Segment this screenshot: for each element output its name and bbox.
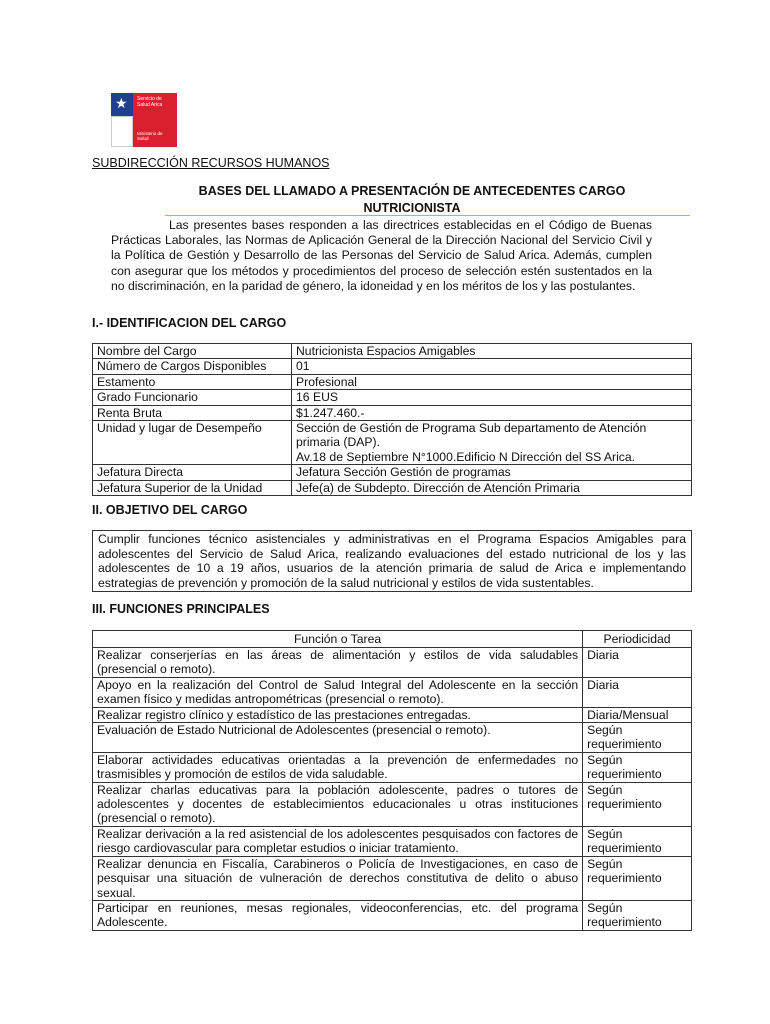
task-cell: Realizar denuncia en Fiscalía, Carabineros o Policía de Investigaciones, en caso de pesquisar una situación de vulneración de derechos constitutiva de delito o abuso sexual. — [93, 856, 583, 900]
title-line-1: BASES DEL LLAMADO A PRESENTACIÓN DE ANTECEDENTES CARGO — [198, 184, 626, 198]
table-header-row — [93, 631, 692, 648]
table-row — [93, 752, 692, 782]
task-cell: Evaluación de Estado Nutricional de Adolescentes (presencial o remoto). — [93, 723, 583, 753]
row-label: Jefatura Directa — [93, 465, 292, 480]
table-row — [93, 826, 692, 856]
table-row — [93, 782, 692, 826]
frequency-cell: Diaria — [583, 677, 692, 707]
task-cell: Apoyo en la realización del Control de Salud Integral del Adolescente en la sección examen físico y medidas antropométricas (presencial o remoto). — [93, 677, 583, 707]
row-label: Jefatura Superior de la Unidad — [93, 480, 292, 495]
row-label: Unidad y lugar de Desempeño — [93, 421, 292, 465]
row-value-line: Av.18 de Septiembre N°1000.Edificio N Dirección del SS Arica. — [296, 449, 636, 464]
identification-table — [92, 343, 692, 496]
column-header-task: Función o Tarea — [93, 631, 583, 648]
ministry-logo — [111, 93, 177, 147]
section3-heading: III. FUNCIONES PRINCIPALES — [92, 602, 270, 616]
column-header-frequency: Periodicidad — [583, 631, 692, 648]
logo-text-ministry: Ministerio de Salud — [137, 131, 163, 141]
frequency-cell: Diaria — [583, 648, 692, 678]
table-row — [93, 480, 692, 495]
subdirection-heading: SUBDIRECCIÓN RECURSOS HUMANOS — [92, 156, 330, 170]
task-cell: Realizar derivación a la red asistencial de los adolescentes pesquisados con factores de riesgo cardiovascular para completar estudios o iniciar tratamiento. — [93, 826, 583, 856]
section1-heading: I.- IDENTIFICACION DEL CARGO — [92, 316, 287, 330]
row-value — [292, 421, 692, 465]
frequency-cell: Según requerimiento — [583, 782, 692, 826]
frequency-cell: Según requerimiento — [583, 900, 692, 930]
table-row — [93, 856, 692, 900]
table-row — [93, 707, 692, 722]
task-cell: Elaborar actividades educativas orientadas a la prevención de enfermedades no trasmisibles y promoción de estilos de vida saludable. — [93, 752, 583, 782]
title-line-2: NUTRICIONISTA — [363, 201, 461, 215]
row-value: Profesional — [292, 374, 692, 389]
row-label: Número de Cargos Disponibles — [93, 359, 292, 374]
table-row — [93, 723, 692, 753]
title-divider — [165, 215, 690, 216]
frequency-cell: Según requerimiento — [583, 723, 692, 753]
row-label: Estamento — [93, 374, 292, 389]
star-icon: ★ — [115, 95, 128, 111]
table-row — [93, 421, 692, 465]
row-value: Nutricionista Espacios Amigables — [292, 344, 692, 359]
document-title — [92, 183, 732, 217]
frequency-cell: Según requerimiento — [583, 856, 692, 900]
table-row — [93, 374, 692, 389]
task-cell: Realizar conserjerías en las áreas de alimentación y estilos de vida saludables (presencial o remoto). — [93, 648, 583, 678]
table-row — [93, 677, 692, 707]
table-row — [93, 900, 692, 930]
table-row — [93, 390, 692, 405]
frequency-cell: Según requerimiento — [583, 752, 692, 782]
row-value-line: Sección de Gestión de Programa Sub departamento de Atención primaria (DAP). — [296, 421, 647, 450]
table-row — [93, 359, 692, 374]
row-value: $1.247.460.- — [292, 405, 692, 420]
row-label: Nombre del Cargo — [93, 344, 292, 359]
logo-text-service: Servicio de Salud Arica — [137, 96, 163, 108]
table-row — [93, 648, 692, 678]
row-value: Jefe(a) de Subdepto. Dirección de Atención Primaria — [292, 480, 692, 495]
intro-paragraph — [111, 218, 652, 294]
section2-heading: II. OBJETIVO DEL CARGO — [92, 503, 248, 517]
table-row — [93, 344, 692, 359]
row-label: Grado Funcionario — [93, 390, 292, 405]
row-value: Jefatura Sección Gestión de programas — [292, 465, 692, 480]
task-cell: Realizar charlas educativas para la población adolescente, padres o tutores de adolescentes y docentes de establecimientos educacionales u otras instituciones (presencial o remoto). — [93, 782, 583, 826]
task-cell: Realizar registro clínico y estadístico de las prestaciones entregadas. — [93, 707, 583, 722]
table-row — [93, 465, 692, 480]
intro-text: Las presentes bases responden a las directrices establecidas en el Código de Buenas Prácticas Laborales, las Normas de Aplicación General de la Dirección Nacional del Servicio Civil y la Política de Gestión y Desarrollo de las Personas del Servicio de Salud Arica. Además, cumplen con asegurar que los métodos y procedimientos del proceso de selección estén sustentados en la no discriminación, en la paridad de género, la idoneidad y en los méritos de los y las postulantes. — [111, 218, 652, 293]
row-label: Renta Bruta — [93, 405, 292, 420]
frequency-cell: Según requerimiento — [583, 826, 692, 856]
task-cell: Participar en reuniones, mesas regionales, videoconferencias, etc. del programa Adolescente. — [93, 900, 583, 930]
objective-text: Cumplir funciones técnico asistenciales y administrativas en el Programa Espacios Amigables para adolescentes del Servicio de Salud Arica, realizando evaluaciones del estado nutricional de los y las adolescentes de 10 a 19 años, usuarios de la atención primaria de salud de Arica e implementando estrategias de prevención y promoción de la salud nutricional y estilos de vida sustentables. — [92, 530, 692, 592]
row-value: 16 EUS — [292, 390, 692, 405]
functions-table — [92, 630, 692, 931]
frequency-cell: Diaria/Mensual — [583, 707, 692, 722]
row-value: 01 — [292, 359, 692, 374]
table-row — [93, 405, 692, 420]
